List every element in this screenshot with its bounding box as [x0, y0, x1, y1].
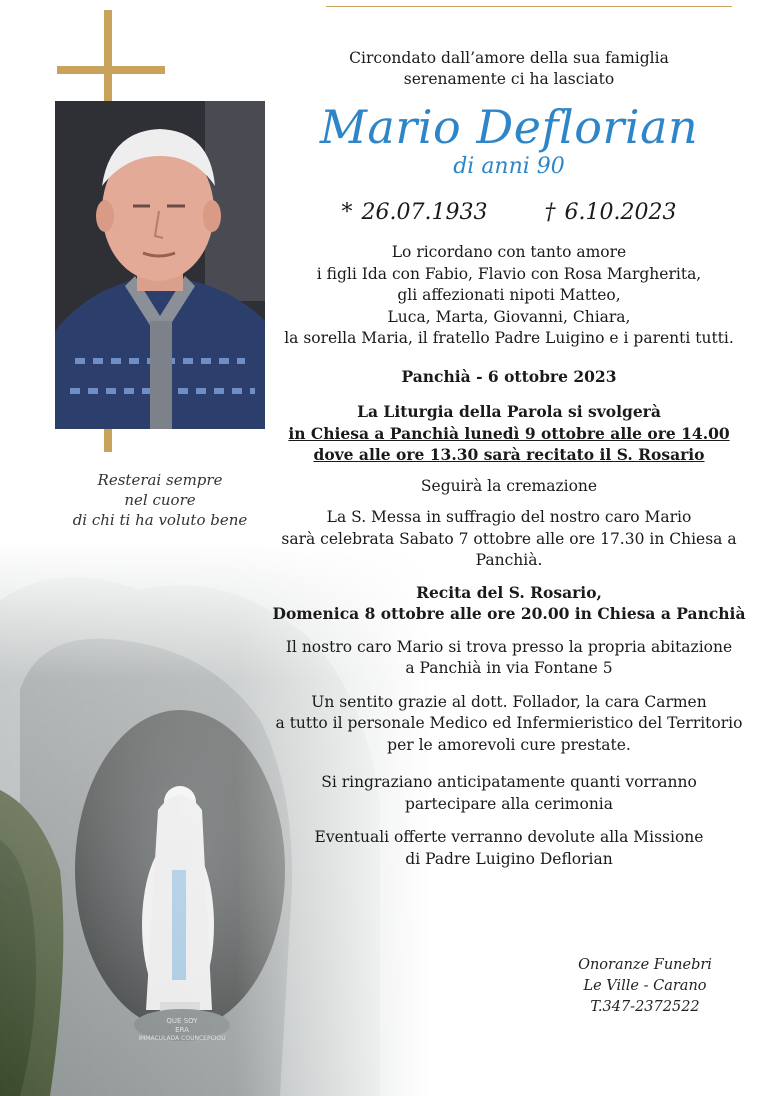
quote-line: nel cuore [124, 491, 196, 509]
mass-block [250, 507, 768, 572]
cross-horizontal [57, 66, 165, 74]
announcement-text [250, 48, 768, 870]
death-date: † 6.10.2023 [544, 200, 677, 225]
liturgy-line: in Chiesa a Panchià lunedì 9 ottobre alle ore 14.00 [288, 423, 730, 443]
home-line: Il nostro caro Mario si trova presso la propria abitazione [285, 637, 733, 656]
funeral-home-line: Le Ville - Carano [583, 978, 707, 994]
deceased-age: di anni 90 [453, 154, 565, 179]
portrait-photo [55, 101, 265, 429]
mass-line: sarà celebrata Sabato 7 ottobre alle ore 17.30 in Chiesa a Panchià. [281, 529, 737, 569]
rosary-block [250, 582, 768, 625]
rosary-line: Domenica 8 ottobre alle ore 20.00 in Chiesa a Panchià [272, 604, 746, 623]
cremation-note: Seguirà la cremazione [420, 476, 598, 495]
thanks-line: a tutto il personale Medico ed Infermieristico del Territorio [275, 714, 743, 732]
thanks-line: per le amorevoli cure prestate. [387, 735, 631, 754]
rosary-line: Recita del S. Rosario, [416, 582, 602, 602]
intro-line: serenamente ci ha lasciato [403, 70, 615, 88]
quote-line: Resterai sempre [97, 471, 223, 489]
top-divider [326, 6, 732, 7]
funeral-home-line: Onoranze Funebri [578, 957, 712, 973]
thanks-block [250, 692, 768, 757]
deceased-name: Mario Deflorian [319, 100, 699, 154]
advance-thanks-line: partecipare alla cerimonia [404, 794, 614, 813]
family-line: Lo ricordano con tanto amore [391, 243, 627, 261]
offers-line: Eventuali offerte verranno devolute alla Missione [314, 828, 704, 846]
family-line: i figli Ida con Fabio, Flavio con Rosa Margherita, [316, 264, 702, 283]
intro-line: Circondato dall’amore della sua famiglia [349, 49, 669, 67]
family-line: gli affezionati nipoti Matteo, [397, 286, 621, 304]
home-line: a Panchià in via Fontane 5 [405, 659, 613, 677]
liturgy-line: dove alle ore 13.30 sarà recitato il S. Rosario [313, 445, 705, 464]
home-block [250, 637, 768, 680]
offers-line: di Padre Luigino Deflorian [405, 849, 613, 868]
birth-date: * 26.07.1933 [341, 200, 488, 225]
memorial-quote [40, 470, 280, 530]
funeral-home-phone: T.347-2372522 [590, 999, 700, 1015]
family-block [250, 242, 768, 350]
family-line: la sorella Maria, il fratello Padre Luigino e i parenti tutti. [284, 329, 734, 347]
intro [250, 48, 768, 90]
liturgy-line: La Liturgia della Parola si svolgerà [357, 402, 661, 421]
place-date: Panchià - 6 ottobre 2023 [401, 366, 617, 386]
life-dates [250, 200, 768, 226]
liturgy-block [250, 401, 768, 466]
quote-line: di chi ti ha voluto bene [72, 511, 248, 529]
offers-block [250, 827, 768, 870]
family-line: Luca, Marta, Giovanni, Chiara, [387, 307, 631, 326]
advance-thanks-line: Si ringraziano anticipatamente quanti vorranno [321, 773, 697, 791]
mass-line: La S. Messa in suffragio del nostro caro Mario [326, 508, 692, 526]
thanks-line: Un sentito grazie al dott. Follador, la cara Carmen [311, 692, 707, 711]
advance-thanks-block [250, 772, 768, 815]
funeral-home [560, 955, 730, 1018]
